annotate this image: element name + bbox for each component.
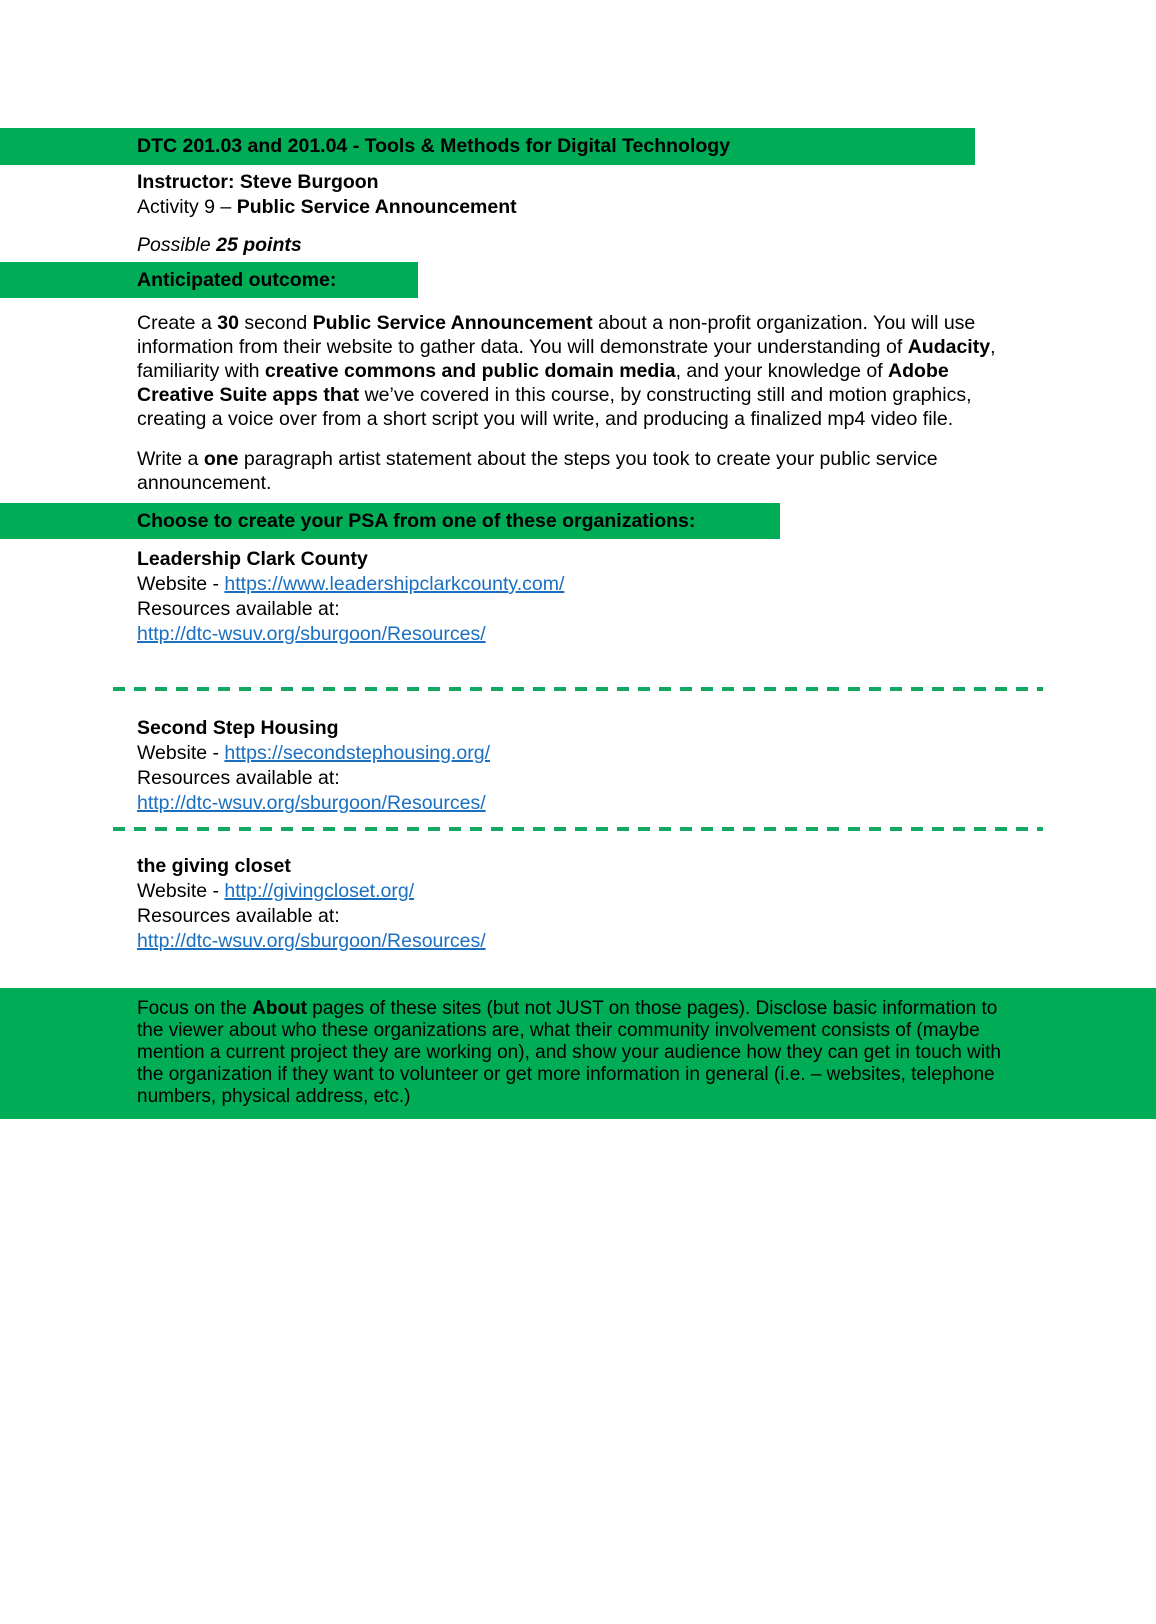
organization-block-the-giving-closet [137, 854, 1156, 954]
activity-line [137, 195, 1156, 220]
text-segment-bold: About [252, 998, 307, 1019]
outcome-paragraph-2 [137, 447, 1009, 495]
outcome-paragraph-1 [137, 311, 1009, 431]
resources-label: Resources available at: [137, 905, 340, 927]
dashed-divider [113, 827, 1043, 831]
org-website-link[interactable]: https://secondstephousing.org/ [224, 742, 491, 764]
resources-link[interactable]: http://dtc-wsuv.org/sburgoon/Resources/ [137, 623, 486, 645]
points-line [137, 233, 1156, 258]
website-prefix: Website - [137, 880, 225, 902]
focus-instructions-block [0, 988, 1156, 1119]
org-website-link[interactable]: https://www.leadershipclarkcounty.com/ [224, 573, 565, 595]
text-segment: paragraph artist statement about the steps you took to create your public service announcement. [137, 448, 938, 494]
text-segment-bold: 30 [217, 312, 239, 334]
activity-title: Public Service Announcement [236, 196, 517, 218]
choose-organizations-banner [0, 503, 780, 539]
text-segment: Write a [137, 448, 204, 470]
text-segment-bold: one [203, 448, 239, 470]
organization-website-line [137, 879, 1156, 904]
org-website-link[interactable]: http://givingcloset.org/ [224, 880, 415, 902]
text-segment: Focus on the [137, 998, 253, 1019]
resources-label: Resources available at: [137, 598, 340, 620]
points-value: 25 points [216, 234, 302, 256]
resources-link-line [137, 622, 1156, 647]
resources-link-line [137, 929, 1156, 954]
text-segment-bold: Adobe Creative Suite apps that [137, 360, 949, 406]
text-segment: we’ve covered in this course, by constructing still and motion graphics, creating a voice over from a short script you will write, and producing a finalized mp4 video file. [137, 384, 972, 430]
organization-name: the giving closet [137, 855, 291, 877]
course-title: DTC 201.03 and 201.04 - Tools & Methods for Digital Technology [137, 135, 731, 157]
anticipated-outcome-banner [0, 262, 418, 298]
website-prefix: Website - [137, 573, 225, 595]
website-prefix: Website - [137, 742, 225, 764]
text-segment: , familiarity with [137, 336, 996, 382]
text-segment: pages of these sites (but not JUST on those pages). Disclose basic information to the viewer about who these organizations are, what their community involvement consists of (maybe mention a current project they are working on), and show your audience how they can get in touch with the organization if they want to volunteer or get more information in general (i.e. – websites, telephone numbers, physical address, etc.) [137, 998, 1001, 1107]
text-segment: , and your knowledge of [675, 360, 889, 382]
text-segment-bold: creative commons and public domain media [264, 360, 676, 382]
resources-label: Resources available at: [137, 767, 340, 789]
text-segment: second [238, 312, 313, 334]
organization-block-leadership-clark-county [137, 547, 1156, 647]
activity-prefix: Activity 9 – [137, 196, 237, 218]
organization-block-second-step-housing [137, 716, 1156, 816]
points-prefix: Possible [137, 234, 217, 256]
instructor-line: Instructor: Steve Burgoon [137, 171, 379, 193]
resources-link[interactable]: http://dtc-wsuv.org/sburgoon/Resources/ [137, 792, 486, 814]
dashed-divider [113, 687, 1043, 691]
anticipated-outcome-heading: Anticipated outcome: [137, 268, 337, 291]
document-page [0, 128, 1156, 1119]
resources-link[interactable]: http://dtc-wsuv.org/sburgoon/Resources/ [137, 930, 486, 952]
resources-link-line [137, 791, 1156, 816]
text-segment-bold: Public Service Announcement [312, 312, 593, 334]
course-title-banner [0, 128, 975, 165]
choose-organizations-heading: Choose to create your PSA from one of these organizations: [137, 509, 696, 532]
organization-name: Second Step Housing [137, 717, 339, 739]
organization-website-line [137, 572, 1156, 597]
text-segment: about a non-profit organization. You will use information from their website to gather data. You will demonstrate your understanding of [137, 312, 976, 358]
text-segment: Create a [137, 312, 218, 334]
organization-website-line [137, 741, 1156, 766]
organization-name: Leadership Clark County [137, 548, 368, 570]
text-segment-bold: Audacity [907, 336, 991, 358]
